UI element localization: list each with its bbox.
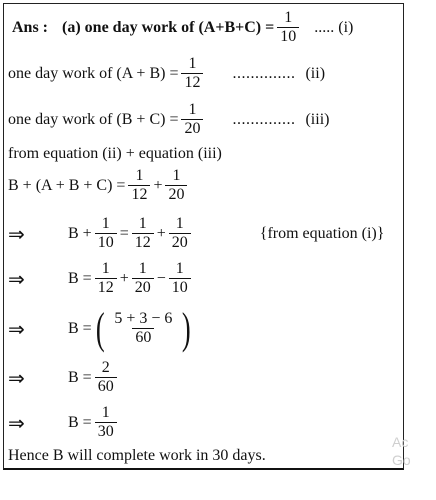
equation-tag-i: ..... (i): [314, 18, 354, 36]
b-equals: B =: [68, 413, 92, 431]
fraction-one-tenth: [277, 10, 299, 46]
denominator: 20: [132, 278, 154, 297]
denominator: 12: [128, 185, 150, 204]
b-term: B +: [68, 224, 92, 242]
step1-lhs: B + (A + B + C) =: [8, 176, 126, 194]
implies-arrow-icon: ⇒: [8, 317, 25, 341]
numerator: 1: [188, 55, 197, 72]
fraction: [132, 216, 154, 252]
plus-sign: +: [156, 224, 166, 242]
equation-tag-iii: (iii): [305, 110, 330, 128]
answer-document: [3, 3, 404, 470]
denominator: 20: [181, 119, 203, 138]
denominator: 10: [95, 233, 117, 252]
fraction: [95, 360, 117, 396]
step-isolate-b: [8, 261, 194, 297]
numerator: 1: [188, 101, 197, 118]
implies-arrow-icon: ⇒: [8, 365, 25, 390]
numerator: 1: [101, 404, 110, 421]
denominator: 20: [165, 185, 187, 204]
conclusion-text: Hence B will complete work in 30 days.: [8, 447, 266, 464]
equation-ii-text: one day work of (A + B) =: [8, 64, 179, 82]
leader-dots: ..............: [232, 64, 296, 82]
denominator: 20: [169, 233, 191, 252]
fraction: [169, 261, 191, 297]
step-substitution: [8, 216, 384, 252]
step-simplified: [8, 360, 120, 396]
ans-label: Ans :: [12, 18, 49, 36]
numerator: 1: [138, 260, 147, 277]
numerator: 1: [284, 9, 293, 26]
denominator: 12: [181, 73, 203, 92]
b-equals: B =: [68, 269, 92, 287]
fraction: [95, 261, 117, 297]
watermark-text: Ac: [392, 434, 409, 450]
b-equals: B =: [68, 320, 92, 337]
equals-sign: =: [119, 224, 129, 242]
fraction: [128, 168, 150, 204]
numerator: 1: [172, 167, 181, 184]
leader-dots: ..............: [232, 110, 296, 128]
conclusion-line: [8, 447, 266, 465]
numerator: 1: [135, 167, 144, 184]
plus-sign: +: [153, 176, 163, 194]
fraction: [169, 216, 191, 252]
denominator: 12: [132, 233, 154, 252]
step-result: [8, 405, 120, 441]
numerator: 1: [101, 215, 110, 232]
numerator: 5 + 3 − 6: [114, 310, 173, 328]
denominator: 30: [95, 422, 117, 441]
from-equation-note: {from equation (i)}: [259, 224, 385, 242]
answer-line: [12, 10, 353, 46]
denominator: 10: [277, 27, 299, 46]
part-a-text: (a) one day work of (A+B+C) =: [62, 18, 275, 36]
fraction: [132, 261, 154, 297]
fraction: [111, 311, 175, 347]
equation-tag-ii: (ii): [305, 64, 326, 82]
denominator: 10: [169, 278, 191, 297]
left-parenthesis: (: [95, 304, 105, 353]
implies-arrow-icon: ⇒: [8, 266, 25, 291]
watermark-text: Go: [392, 452, 411, 468]
numerator: 1: [101, 260, 110, 277]
equation-ii: [8, 56, 325, 92]
implies-arrow-icon: ⇒: [8, 410, 25, 435]
b-equals: B =: [68, 368, 92, 386]
fraction-one-twelfth: [181, 56, 203, 92]
plus-sign: +: [119, 269, 129, 287]
step-sum-equation: [8, 168, 190, 204]
right-parenthesis: ): [182, 304, 192, 353]
equation-iii-text: one day work of (B + C) =: [8, 110, 179, 128]
numerator: 2: [101, 359, 110, 376]
denominator: 60: [132, 328, 154, 347]
implies-arrow-icon: ⇒: [8, 221, 25, 246]
fraction: [95, 216, 117, 252]
denominator: 12: [95, 278, 117, 297]
minus-sign: −: [156, 269, 166, 287]
fraction: [95, 405, 117, 441]
fraction: [165, 168, 187, 204]
denominator: 60: [95, 377, 117, 396]
from-equation-line: [8, 145, 222, 163]
numerator: 1: [175, 260, 184, 277]
equation-iii: [8, 102, 329, 138]
step-common-denominator: [8, 304, 195, 353]
from-equation-text: from equation (ii) + equation (iii): [8, 145, 222, 162]
numerator: 1: [175, 215, 184, 232]
fraction-one-twentieth: [181, 102, 203, 138]
numerator: 1: [138, 215, 147, 232]
